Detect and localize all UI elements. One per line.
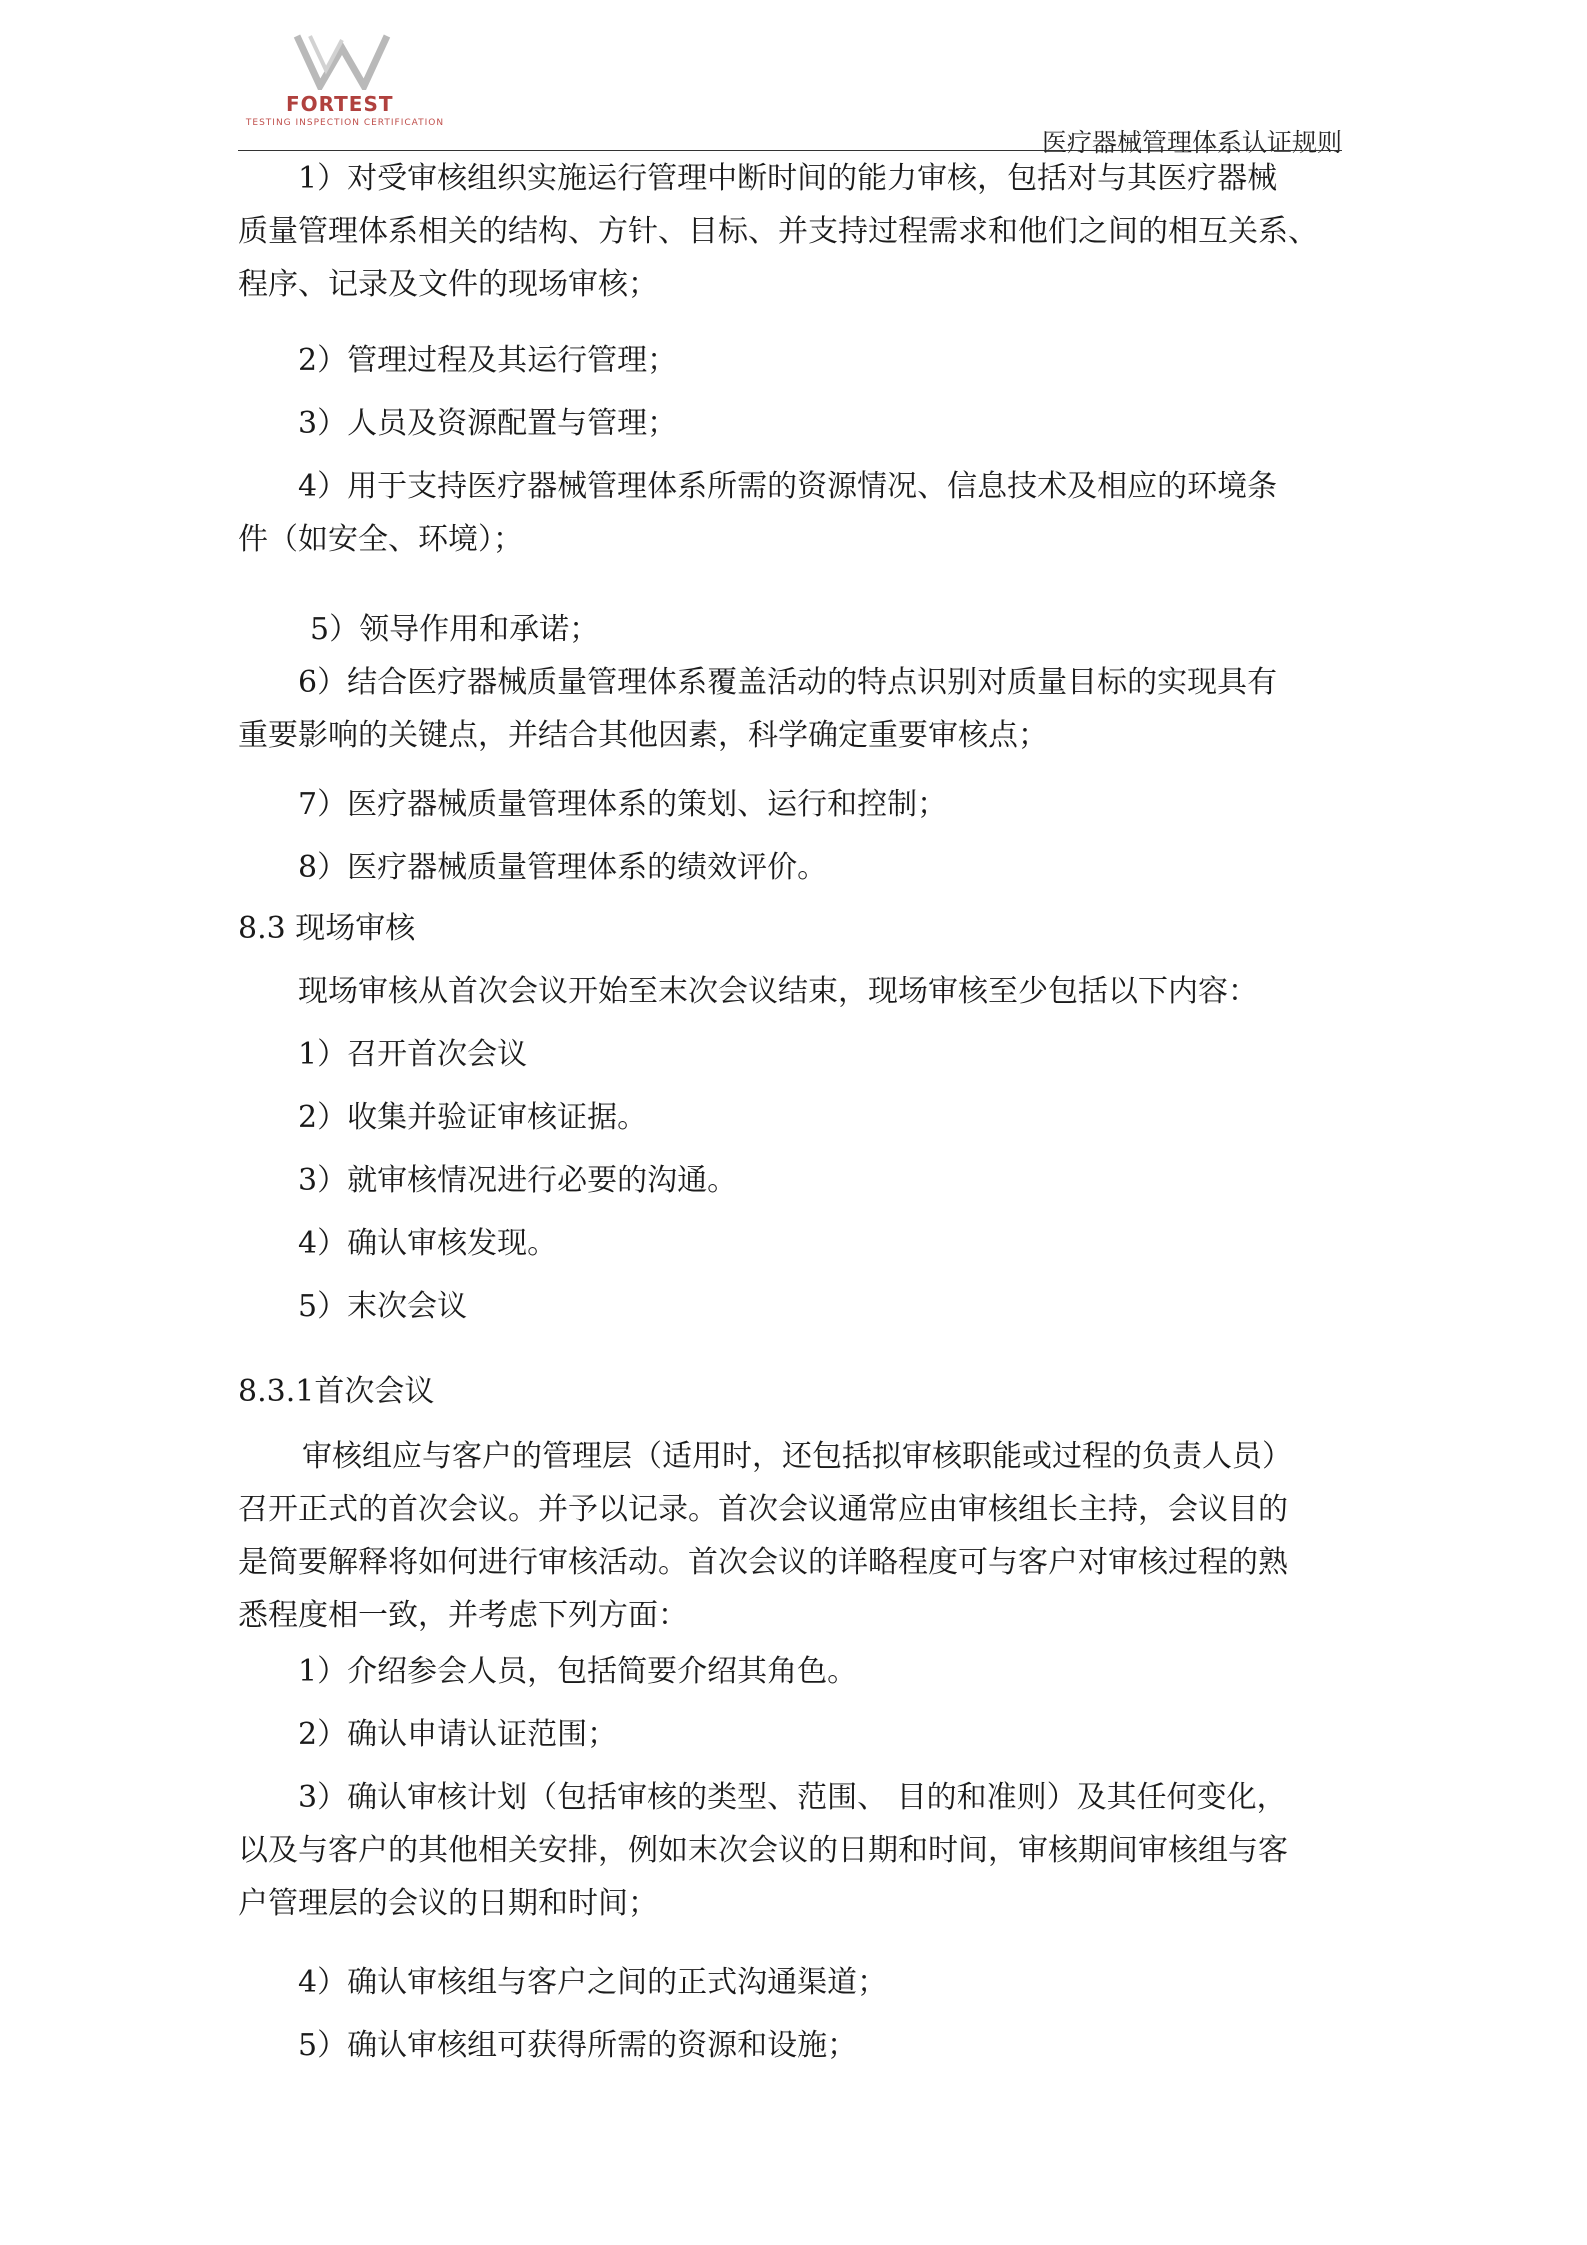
paragraph-item-8: 8）医疗器械质量管理体系的绩效评价。 xyxy=(298,850,828,885)
list-item: 4）确认审核组与客户之间的正式沟通渠道； xyxy=(298,1965,888,2000)
logo-name: FORTEST xyxy=(286,92,394,116)
paragraph-item-6 xyxy=(238,656,1358,762)
text-line: 6）结合医疗器械质量管理体系覆盖活动的特点识别对质量目标的实现具有 xyxy=(298,665,1278,700)
list-item: 2）收集并验证审核证据。 xyxy=(298,1100,648,1135)
section-heading-8-3: 8.3 现场审核 xyxy=(238,911,416,946)
text-line: 审核组应与客户的管理层（适用时，还包括拟审核职能或过程的负责人员） xyxy=(302,1439,1292,1474)
section-paragraph xyxy=(238,1430,1358,1642)
list-item xyxy=(238,1771,1358,1930)
text-line: 是简要解释将如何进行审核活动。首次会议的详略程度可与客户对审核过程的熟 xyxy=(238,1545,1288,1580)
text-line: 3）确认审核计划（包括审核的类型、范围、 目的和准则）及其任何变化， xyxy=(298,1780,1287,1815)
text-line: 重要影响的关键点，并结合其他因素，科学确定重要审核点； xyxy=(238,718,1048,753)
text-line: 件（如安全、环境）； xyxy=(238,522,523,557)
text-line: 悉程度相一致，并考虑下列方面： xyxy=(238,1598,688,1633)
paragraph-item-1 xyxy=(238,152,1358,311)
list-item: 4）确认审核发现。 xyxy=(298,1226,558,1261)
text-line: 1）对受审核组织实施运行管理中断时间的能力审核，包括对与其医疗器械 xyxy=(298,161,1278,196)
list-item: 1）召开首次会议 xyxy=(298,1037,528,1072)
paragraph-item-4 xyxy=(238,460,1358,566)
paragraph-item-7: 7）医疗器械质量管理体系的策划、运行和控制； xyxy=(298,787,948,822)
list-item: 5）末次会议 xyxy=(298,1289,468,1324)
logo-mark-icon xyxy=(292,34,392,90)
paragraph-item-3: 3）人员及资源配置与管理； xyxy=(298,406,678,441)
text-line: 程序、记录及文件的现场审核； xyxy=(238,267,658,302)
text-line: 召开正式的首次会议。并予以记录。首次会议通常应由审核组长主持，会议目的 xyxy=(238,1492,1288,1527)
text-line: 以及与客户的其他相关安排，例如末次会议的日期和时间，审核期间审核组与客 xyxy=(238,1833,1288,1868)
paragraph-item-5: 5）领导作用和承诺； xyxy=(310,612,600,647)
logo-tagline: TESTING INSPECTION CERTIFICATION xyxy=(245,118,445,128)
section-intro: 现场审核从首次会议开始至末次会议结束，现场审核至少包括以下内容： xyxy=(298,974,1258,1009)
running-title: 医疗器械管理体系认证规则 xyxy=(1041,128,1342,157)
company-logo xyxy=(240,34,450,139)
header-divider xyxy=(238,150,1342,151)
list-item: 1）介绍参会人员，包括简要介绍其角色。 xyxy=(298,1654,858,1689)
paragraph-item-2: 2）管理过程及其运行管理； xyxy=(298,343,678,378)
page-header xyxy=(0,0,1587,157)
text-line: 户管理层的会议的日期和时间； xyxy=(238,1886,658,1921)
list-item: 3）就审核情况进行必要的沟通。 xyxy=(298,1163,738,1198)
text-line: 质量管理体系相关的结构、方针、目标、并支持过程需求和他们之间的相互关系、 xyxy=(238,214,1318,249)
list-item: 5）确认审核组可获得所需的资源和设施； xyxy=(298,2028,858,2063)
list-item: 2）确认申请认证范围； xyxy=(298,1717,618,1752)
section-heading-8-3-1: 8.3.1首次会议 xyxy=(238,1374,435,1409)
text-line: 4）用于支持医疗器械管理体系所需的资源情况、信息技术及相应的环境条 xyxy=(298,469,1278,504)
